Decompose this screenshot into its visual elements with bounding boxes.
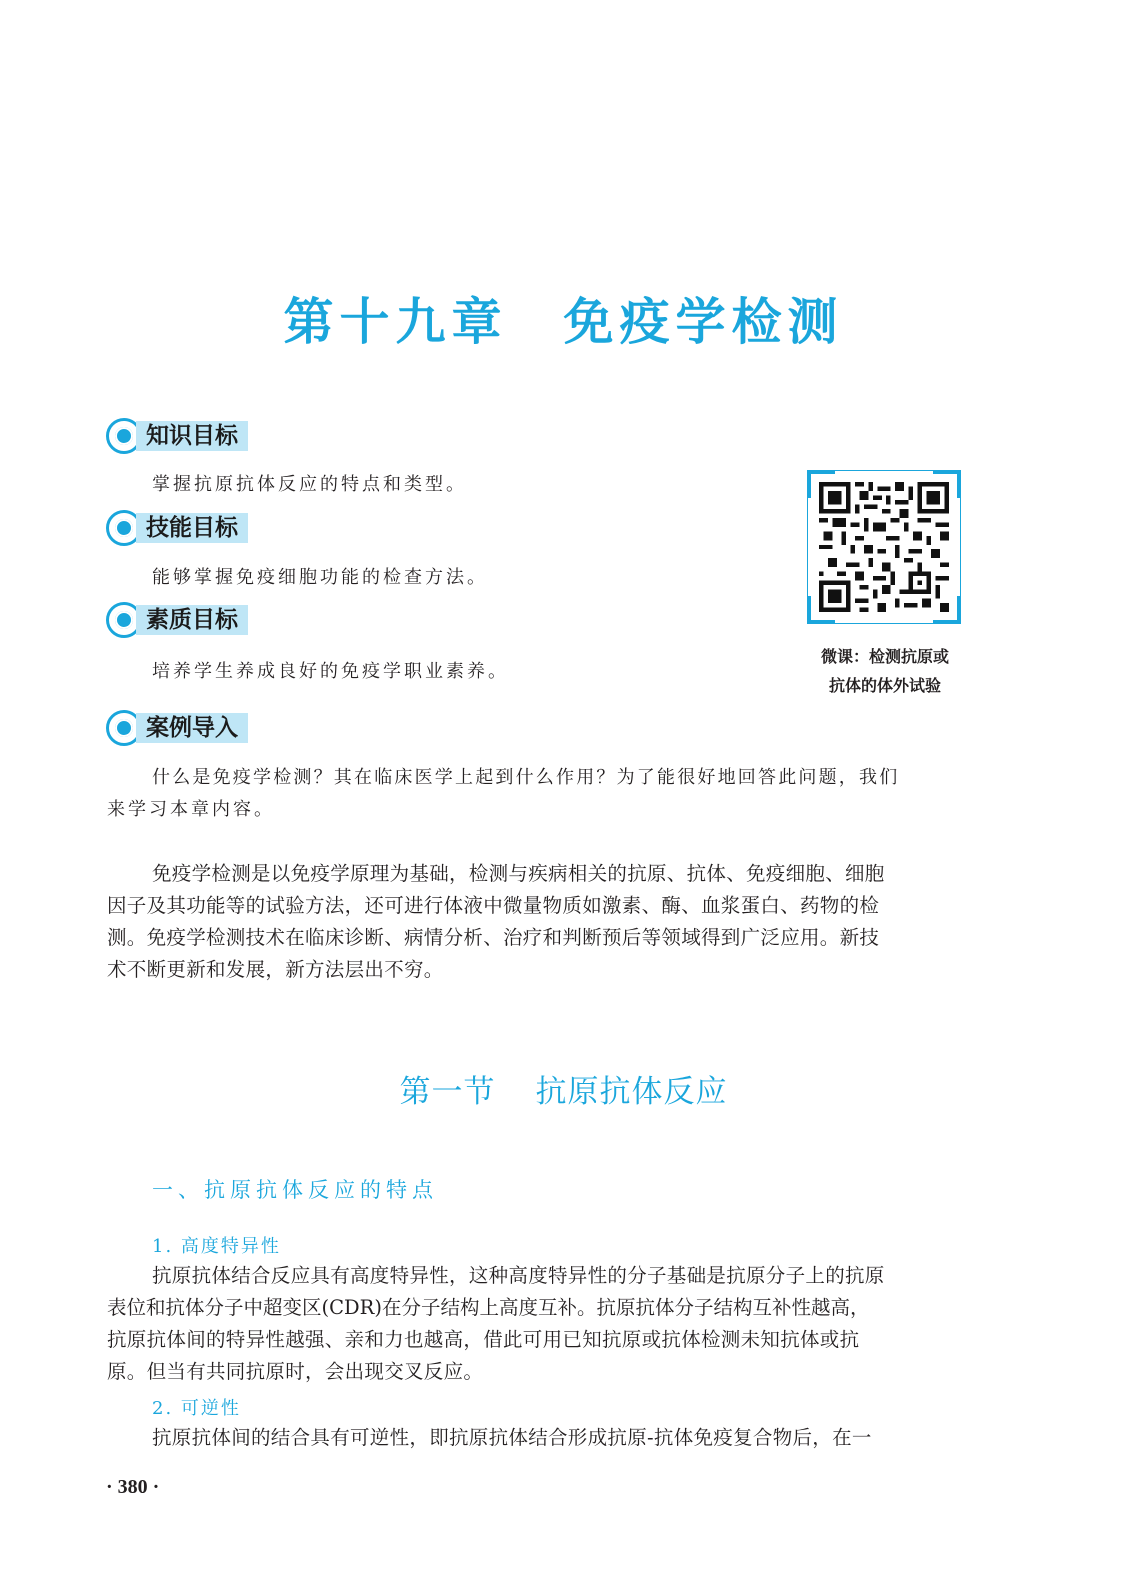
qr-code-frame[interactable]: [807, 470, 961, 624]
item-heading: 1. 高度特异性: [152, 1236, 281, 1257]
chapter-title: [0, 282, 1127, 354]
item-body-line: 原。但当有共同抗原时，会出现交叉反应。: [107, 1360, 484, 1383]
qr-caption-line2: 抗体的体外试验: [828, 676, 941, 695]
skill-objective-label: 技能目标: [136, 513, 248, 543]
section-name: 抗原抗体反应: [535, 1074, 728, 1110]
case-intro-label: 案例导入: [136, 713, 248, 743]
quality-objective-label: 素质目标: [136, 605, 248, 635]
chapter-name: 免疫学检测: [563, 293, 844, 351]
item-body-line: 抗原抗体间的结合具有可逆性，即抗原抗体结合形成抗原-抗体免疫复合物后，在一: [152, 1426, 872, 1449]
item-body-line: 抗原抗体间的特异性越强、亲和力也越高，借此可用已知抗原或抗体检测未知抗体或抗: [107, 1328, 860, 1351]
intro-paragraph-line: 术不断更新和发展，新方法层出不穷。: [107, 958, 444, 981]
section-number: 第一节: [399, 1074, 496, 1110]
case-intro-line: 来学习本章内容。: [107, 799, 275, 820]
chapter-number: 第十九章: [283, 293, 508, 351]
qr-code-icon: [819, 482, 949, 612]
item-body-line: 抗原抗体结合反应具有高度特异性，这种高度特异性的分子基础是抗原分子上的抗原: [152, 1264, 885, 1287]
qr-caption-line1: 微课：检测抗原或: [820, 647, 949, 666]
intro-paragraph-line: 免疫学检测是以免疫学原理为基础，检测与疾病相关的抗原、抗体、免疫细胞、细胞: [152, 862, 885, 885]
quality-objective-text: 培养学生养成良好的免疫学职业素养。: [152, 661, 509, 682]
skill-objective-text: 能够掌握免疫细胞功能的检查方法。: [152, 567, 488, 588]
case-intro-line: 什么是免疫学检测？其在临床医学上起到什么作用？为了能很好地回答此问题，我们: [152, 767, 900, 788]
section-title: [0, 1066, 1127, 1111]
intro-paragraph-line: 因子及其功能等的试验方法，还可进行体液中微量物质如激素、酶、血浆蛋白、药物的检: [107, 894, 880, 917]
item-heading: 2. 可逆性: [152, 1398, 241, 1419]
item-body-line: 表位和抗体分子中超变区(CDR)在分子结构上高度互补。抗原抗体分子结构互补性越高，: [107, 1296, 870, 1319]
intro-paragraph-line: 测。免疫学检测技术在临床诊断、病情分析、治疗和判断预后等领域得到广泛应用。新技: [107, 926, 880, 949]
knowledge-objective-label: 知识目标: [136, 421, 248, 451]
page-number: · 380 ·: [106, 1476, 160, 1498]
subsection-heading: 一、抗原抗体反应的特点: [152, 1178, 438, 1202]
knowledge-objective-text: 掌握抗原抗体反应的特点和类型。: [152, 474, 467, 495]
